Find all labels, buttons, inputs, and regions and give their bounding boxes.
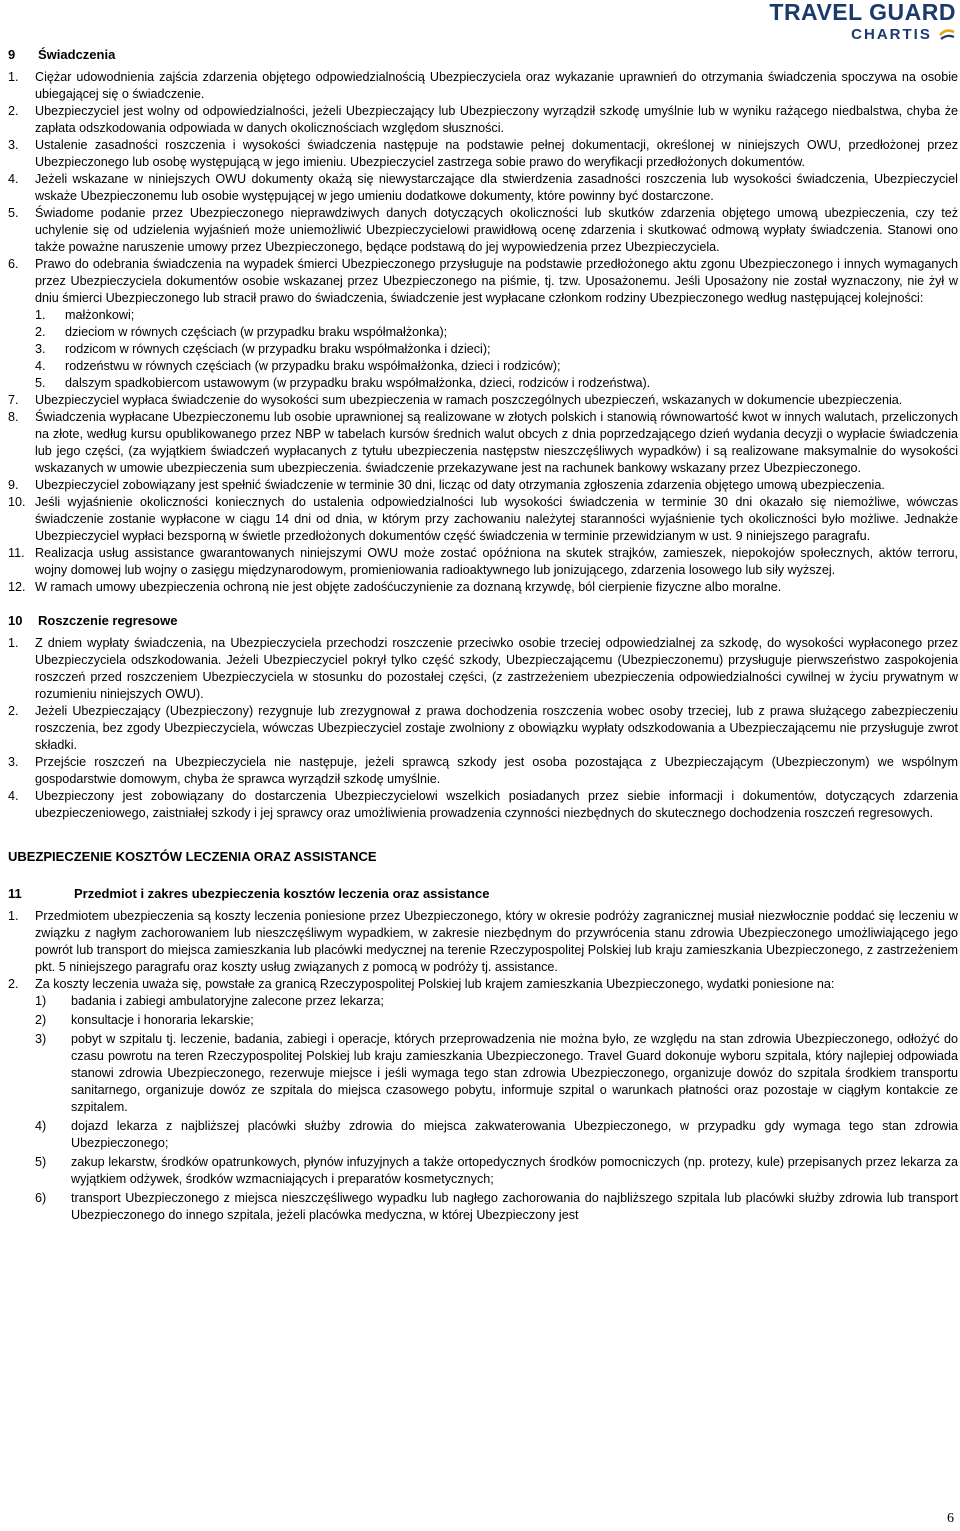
list-item: 11. Realizacja usług assistance gwarantowanych niniejszymi OWU może zostać opóźniona na skutek strajków, zamieszek, niepokojów społecznych, aktów terroru, wojny domowej lub wojny o zasięgu międzynarodowym, promieniowania radioaktywnego lub jonizującego, zdarzenia losowego lub siły wyższej. bbox=[8, 546, 958, 577]
list-item: 3. Przejście roszczeń na Ubezpieczyciela nie następuje, jeżeli sprawcą szkody jest osoba pozostająca z Ubezpieczającym (Ubezpieczonym) we wspólnym gospodarstwie domowym, chyba że sprawca wyrządził szkodę umyślnie. bbox=[8, 755, 958, 786]
list-item: 2. Za koszty leczenia uważa się, powstałe za granicą Rzeczypospolitej Polskiej lub krajem zamieszkania Ubezpieczonego, wydatki poniesione na: bbox=[8, 977, 835, 991]
list-item: 6. Prawo do odebrania świadczenia na wypadek śmierci Ubezpieczonego przysługuje na podstawie przedłożonego aktu zgonu Ubezpieczonego i innych wymaganych przez Ubezpieczyciela dokumentów osobie wskazanej przez Ubezpieczonego na piśmie, tj. tzw. Uposażonemu. Jeśli Uposażony nie został wyznaczony, nie żył w dniu śmierci Ubezpieczonego lub stracił prawo do świadczenia, świadczenie jest wypłacane członkom rodziny Ubezpieczonego według następującej kolejności: bbox=[8, 257, 958, 305]
section-11-title: Przedmiot i zakres ubezpieczenia kosztów leczenia oraz assistance bbox=[74, 886, 490, 901]
list-item: 1. Z dniem wypłaty świadczenia, na Ubezpieczyciela przechodzi roszczenie przeciwko osobie trzeciej odpowiedzialnej za szkodę, do wysokości wypłaconego przez Ubezpieczyciela odszkodowania. Jeżeli Ubezpieczyciel pokrył tylko część szkody, Ubezpieczającemu (Ubezpieczonemu) przysługuje pierwszeństwo zaspokojenia roszczeń przed roszczeniem Ubezpieczyciela w stosunku do pozostałej części, (z zastrzeżeniem ubezpieczenia odpowiedzialności cywilnej w życiu prywatnym w rozumieniu niniejszych OWU). bbox=[8, 636, 958, 701]
section-9-list bbox=[8, 69, 958, 596]
sub-list-item: 5) zakup lekarstw, środków opatrunkowych, płynów infuzyjnych a także ortopedycznych środków pomocniczych (np. protezy, kule) przepisanych przez lekarza za wyjątkiem odżywek, środków wzmacniających i preparatów kosmetycznych; bbox=[35, 1155, 958, 1186]
page-number: 6 bbox=[947, 1511, 954, 1526]
list-item: 12. W ramach umowy ubezpieczenia ochroną nie jest objęte zadośćuczynienie za doznaną krzywdę, ból cierpienie fizyczne albo moralne. bbox=[8, 580, 782, 594]
section-10-heading: 10 Roszczenie regresowe bbox=[8, 613, 178, 628]
travel-guard-logo bbox=[716, 0, 956, 50]
sub-list-item: 3. rodzicom w równych częściach (w przypadku braku współmałżonka i dzieci); bbox=[35, 342, 491, 356]
list-item: 1. Przedmiotem ubezpieczenia są koszty leczenia poniesione przez Ubezpieczonego, który w okresie podróży zagranicznej musiał niezwłocznie poddać się leczeniu w związku z nagłym zachorowaniem lub nieszczęśliwym wypadkiem, w zakresie niezbędnym do przywrócenia stanu zdrowia Ubezpieczonego umożliwiającego jego powrót lub transport do miejsca zamieszkania lub placówki medycznej na terenie Rzeczypospolitej Polskiej lub kraju zamieszkania Ubezpieczonego, z zastrzeżeniem pkt. 5 niniejszego paragrafu oraz koszty usług związanych z pomocą w podróży tj. assistance. bbox=[8, 909, 958, 974]
part-heading: UBEZPIECZENIE KOSZTÓW LECZENIA ORAZ ASSISTANCE bbox=[8, 849, 377, 864]
section-10-list bbox=[8, 635, 958, 822]
list-item: 8. Świadczenia wypłacane Ubezpieczonemu lub osobie uprawnionej są realizowane w złotych polskich i stanowią równowartość kwot w innych walutach, przeliczonych na złote, według kursu opublikowanego przez NBP w tabelach kursów średnich walut obcych z dnia poprzedzającego dzień wydania decyzji o wypłacie świadczenia lub jego części, (za wyjątkiem świadczeń wypłacanych z tytułu ubezpieczenia następstw nieszczęśliwych wypadków) i są realizowane maksymalnie do wysokości wskazanych w umowie ubezpieczenia sum ubezpieczenia. świadczenie przekazywane jest na rachunek bankowy wskazany przez Ubezpieczonego. bbox=[8, 410, 958, 475]
list-item: 3. Ustalenie zasadności roszczenia i wysokości świadczenia następuje na podstawie pełnej dokumentacji, określonej w niniejszych OWU, przedłożonej przez Ubezpieczonego lub osobę występującą w jego imieniu. Ubezpieczyciel zastrzega sobie prawo do weryfikacji przedłożonych dokumentów. bbox=[8, 138, 958, 169]
chartis-mark-icon bbox=[938, 26, 956, 42]
list-item: 2. Ubezpieczyciel jest wolny od odpowiedzialności, jeżeli Ubezpieczający lub Ubezpieczony wyrządził szkodę umyślnie lub w wyniku rażącego niedbalstwa, chyba że zapłata odszkodowania odpowiada w danych okolicznościach względom słuszności. bbox=[8, 104, 958, 135]
list-item: 1. Ciężar udowodnienia zajścia zdarzenia objętego odpowiedzialnością Ubezpieczyciela oraz wykazanie uprawnień do otrzymania świadczenia spoczywa na osobie ubiegającej się o świadczenie. bbox=[8, 70, 958, 101]
list-item: 7. Ubezpieczyciel wypłaca świadczenie do wysokości sum ubezpieczenia w ramach poszczególnych ubezpieczeń, wskazanych w dokumencie ubezpieczenia. bbox=[8, 393, 903, 407]
sub-list-item: 4. rodzeństwu w równych częściach (w przypadku braku współmałżonka, dzieci i rodziców); bbox=[35, 359, 561, 373]
section-9-heading: 9 Świadczenia bbox=[8, 47, 116, 62]
section-11-heading: 11 Przedmiot i zakres ubezpieczenia kosztów leczenia oraz assistance bbox=[8, 886, 490, 901]
sub-list-item: 4) dojazd lekarza z najbliższej placówki służby zdrowia do miejsca zakwaterowania Ubezpieczonego, w przypadku gdy wymaga tego stan zdrowia Ubezpieczonego; bbox=[35, 1119, 958, 1150]
list-item: 4. Ubezpieczony jest zobowiązany do dostarczenia Ubezpieczycielowi wszelkich posiadanych przez siebie informacji i dokumentów, dotyczących zdarzenia ubezpieczeniowego, zaistniałej szkody i jej sprawcy oraz umożliwienia prowadzenia czynności niezbędnych do skutecznego dochodzenia roszczeń regresowych. bbox=[8, 789, 958, 820]
section-11-list bbox=[8, 908, 958, 1224]
section-9-title: Świadczenia bbox=[38, 47, 116, 62]
list-item: 5. Świadome podanie przez Ubezpieczonego nieprawdziwych danych dotyczących okoliczności lub skutków zdarzenia objętego umową ubezpieczenia, czy też uchylenie się od udzielenia wyjaśnień może uniemożliwić Ubezpieczycielowi prawidłową ocenę zdarzenia i skutkować odmową wypłaty świadczenia. Stanowi ono także poważne naruszenie umowy przez Ubezpieczonego, będące podstawą do jej wypowiedzenia przez Ubezpieczyciela. bbox=[8, 206, 958, 254]
sub-list-item: 3) pobyt w szpitalu tj. leczenie, badania, zabiegi i operacje, których przeprowadzenia nie można było, ze względu na stan zdrowia Ubezpieczonego, odłożyć do czasu powrotu na teren Rzeczypospolitej Polskiej lub kraju zamieszkania Ubezpieczonego. Travel Guard dokonuje wyboru szpitala, który najlepiej odpowiada stanowi zdrowia Ubezpieczonego, rezerwuje miejsce i jeśli wymaga tego stan zdrowia Ubezpieczonego, organizuje dowóz do szpitala środkiem transportu sanitarnego, organizuje dowóz ze szpitala do miejsca czasowego pobytu, informuje szpital o warunkach płatności oraz pozostaje w ciągłym kontakcie ze szpitalem. bbox=[35, 1032, 958, 1114]
sub-list-item: 1. małżonkowi; bbox=[35, 308, 135, 322]
list-item: 4. Jeżeli wskazane w niniejszych OWU dokumenty okażą się niewystarczające dla stwierdzenia zasadności roszczenia lub wysokości świadczenia, Ubezpieczyciel wskaże Ubezpieczonemu lub osobie występującej w jego umieniu dodatkowe dokumenty, które powinny być dostarczone. bbox=[8, 172, 958, 203]
brand-name: TRAVEL GUARD bbox=[769, 0, 956, 25]
sub-list-item: 1) badania i zabiegi ambulatoryjne zalecone przez lekarza; bbox=[35, 994, 384, 1008]
document-content bbox=[8, 46, 958, 1226]
sub-list-item: 2. dzieciom w równych częściach (w przypadku braku współmałżonka); bbox=[35, 325, 448, 339]
list-item: 9. Ubezpieczyciel zobowiązany jest spełnić świadczenie w terminie 30 dni, licząc od daty otrzymania zgłoszenia zdarzenia objętego umową ubezpieczenia. bbox=[8, 478, 885, 492]
sub-list-item: 2) konsultacje i honoraria lekarskie; bbox=[35, 1013, 254, 1027]
section-10-title: Roszczenie regresowe bbox=[38, 613, 178, 628]
list-item: 2. Jeżeli Ubezpieczający (Ubezpieczony) rezygnuje lub zrezygnował z prawa dochodzenia roszczenia wobec osoby trzeciej, lub z prawa służącego zabezpieczeniu roszczenia, bez zgody Ubezpieczyciela, wówczas Ubezpieczyciel zostaje zwolniony z obowiązku wypłaty odszkodowania a Ubezpieczającemu nie przysługuje zwrot składki. bbox=[8, 704, 958, 752]
sub-list-item: 6) transport Ubezpieczonego z miejsca nieszczęśliwego wypadku lub nagłego zachorowania do najbliższego szpitala lub placówki służby zdrowia lub transport Ubezpieczonego do innego szpitala, jeżeli placówka medyczna, w której Ubezpieczony jest bbox=[35, 1191, 958, 1222]
brand-sub: CHARTIS bbox=[851, 26, 932, 43]
sub-list-item: 5. dalszym spadkobiercom ustawowym (w przypadku braku współmałżonka, dzieci, rodziców i rodzeństwa). bbox=[35, 376, 651, 390]
list-item: 10. Jeśli wyjaśnienie okoliczności koniecznych do ustalenia odpowiedzialności lub wysokości świadczenia w terminie 30 dni okazało się niemożliwe, wówczas świadczenie zostanie wypłacone w ciągu 14 dni od dnia, w którym przy zachowaniu należytej staranności wyjaśnienie tych okoliczności było możliwe. Jednakże Ubezpieczyciel wypłaci bezsporną w świetle przedłożonych dokumentów część świadczenia w terminie przewidzianym w ust. 9 niniejszego paragrafu. bbox=[8, 495, 958, 543]
